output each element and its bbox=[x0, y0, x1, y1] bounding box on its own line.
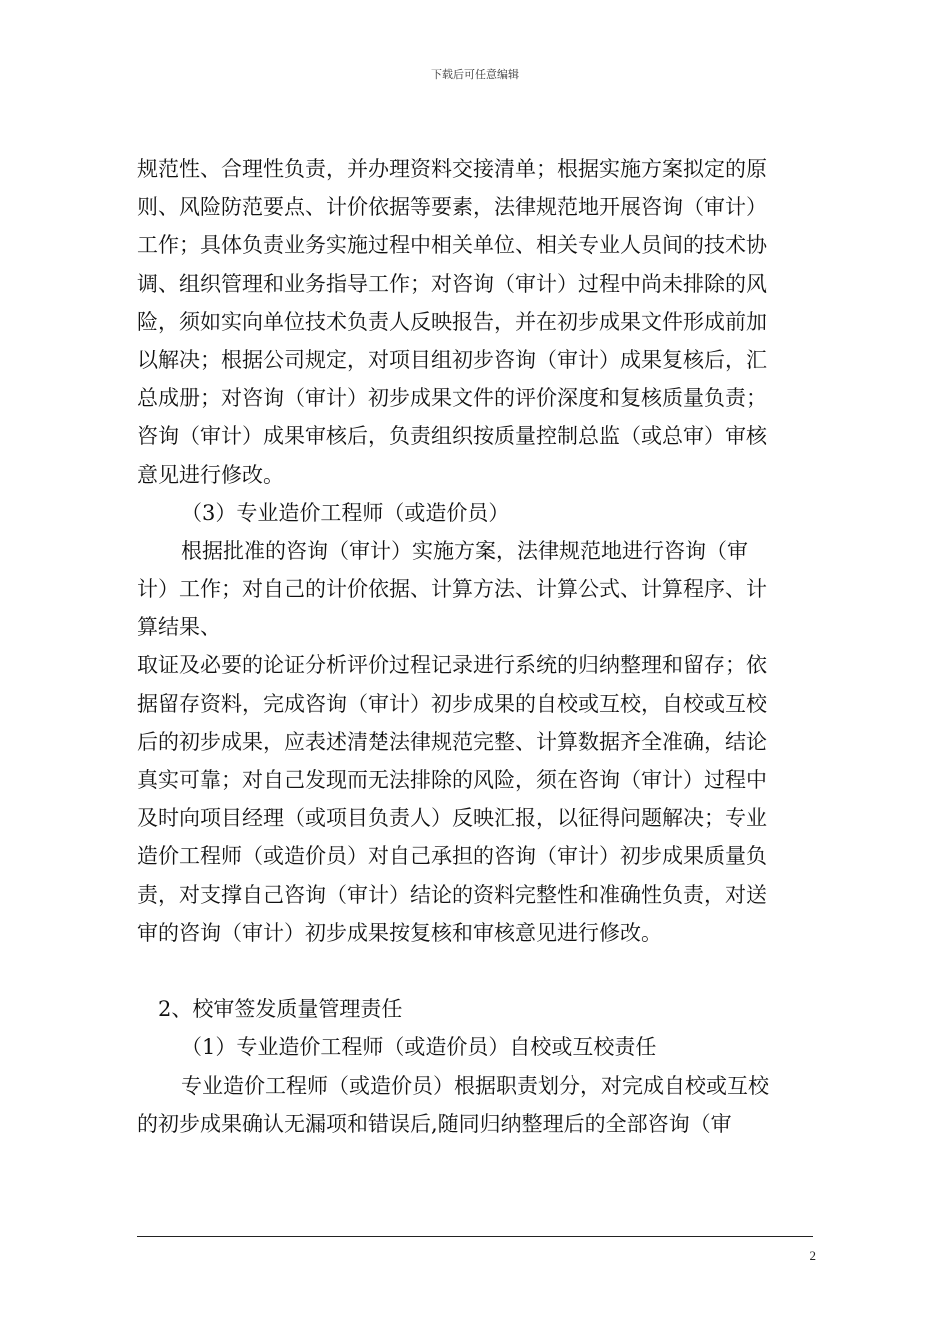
body-text bbox=[137, 150, 817, 1143]
text-line: 责，对支撑自己咨询（审计）结论的资料完整性和准确性负责，对送 bbox=[137, 882, 767, 907]
text-line: 规范性、合理性负责，并办理资料交接清单；根据实施方案拟定的原 bbox=[137, 157, 767, 181]
text-line: 后的初步成果，应表述清楚法律规范完整、计算数据齐全准确，结论 bbox=[137, 729, 767, 754]
text-line: 咨询（审计）成果审核后，负责组织按质量控制总监（或总审）审核 bbox=[137, 424, 767, 449]
section-heading: 2、校审签发质量管理责任 bbox=[158, 997, 403, 1022]
header-note: 下载后可任意编辑 bbox=[431, 68, 519, 81]
text-line: 以解决；根据公司规定，对项目组初步咨询（审计）成果复核后，汇 bbox=[137, 347, 767, 372]
page-number: 2 bbox=[809, 1248, 816, 1263]
section-heading: （3）专业造价工程师（或造价员） bbox=[181, 500, 510, 525]
section-heading: （1）专业造价工程师（或造价员）自校或互校责任 bbox=[181, 1035, 657, 1060]
text-line: 调、组织管理和业务指导工作；对咨询（审计）过程中尚未排除的风 bbox=[137, 271, 767, 296]
text-line: 算结果、 bbox=[137, 615, 221, 640]
text-line: 取证及必要的论证分析评价过程记录进行系统的归纳整理和留存；依 bbox=[137, 653, 767, 678]
text-line: 计）工作；对自己的计价依据、计算方法、计算公式、计算程序、计 bbox=[137, 577, 767, 602]
text-line: 审的咨询（审计）初步成果按复核和审核意见进行修改。 bbox=[137, 920, 662, 945]
text-line: 真实可靠；对自己发现而无法排除的风险，须在咨询（审计）过程中 bbox=[137, 768, 767, 792]
text-line: 根据批准的咨询（审计）实施方案，法律规范地进行咨询（审 bbox=[181, 538, 748, 563]
text-line: 的初步成果确认无漏项和错误后,随同归纳整理后的全部咨询（审 bbox=[137, 1111, 732, 1136]
text-line: 造价工程师（或造价员）对自己承担的咨询（审计）初步成果质量负 bbox=[137, 844, 767, 869]
text-line: 及时向项目经理（或项目负责人）反映汇报，以征得问题解决；专业 bbox=[137, 806, 767, 831]
text-line: 险，须如实向单位技术负责人反映报告，并在初步成果文件形成前加 bbox=[137, 309, 767, 334]
text-line: 则、风险防范要点、计价依据等要素，法律规范地开展咨询（审计） bbox=[137, 195, 767, 220]
paragraph-gap bbox=[137, 952, 817, 990]
text-line: 据留存资料，完成咨询（审计）初步成果的自校或互校，自校或互校 bbox=[137, 691, 767, 716]
text-line: 意见进行修改。 bbox=[137, 462, 284, 487]
text-line: 总成册；对咨询（审计）初步成果文件的评价深度和复核质量负责； bbox=[137, 386, 767, 411]
text-line: 专业造价工程师（或造价员）根据职责划分，对完成自校或互校 bbox=[181, 1073, 769, 1098]
footer-rule bbox=[137, 1236, 813, 1237]
text-line: 工作；具体负责业务实施过程中相关单位、相关专业人员间的技术协 bbox=[137, 233, 767, 258]
